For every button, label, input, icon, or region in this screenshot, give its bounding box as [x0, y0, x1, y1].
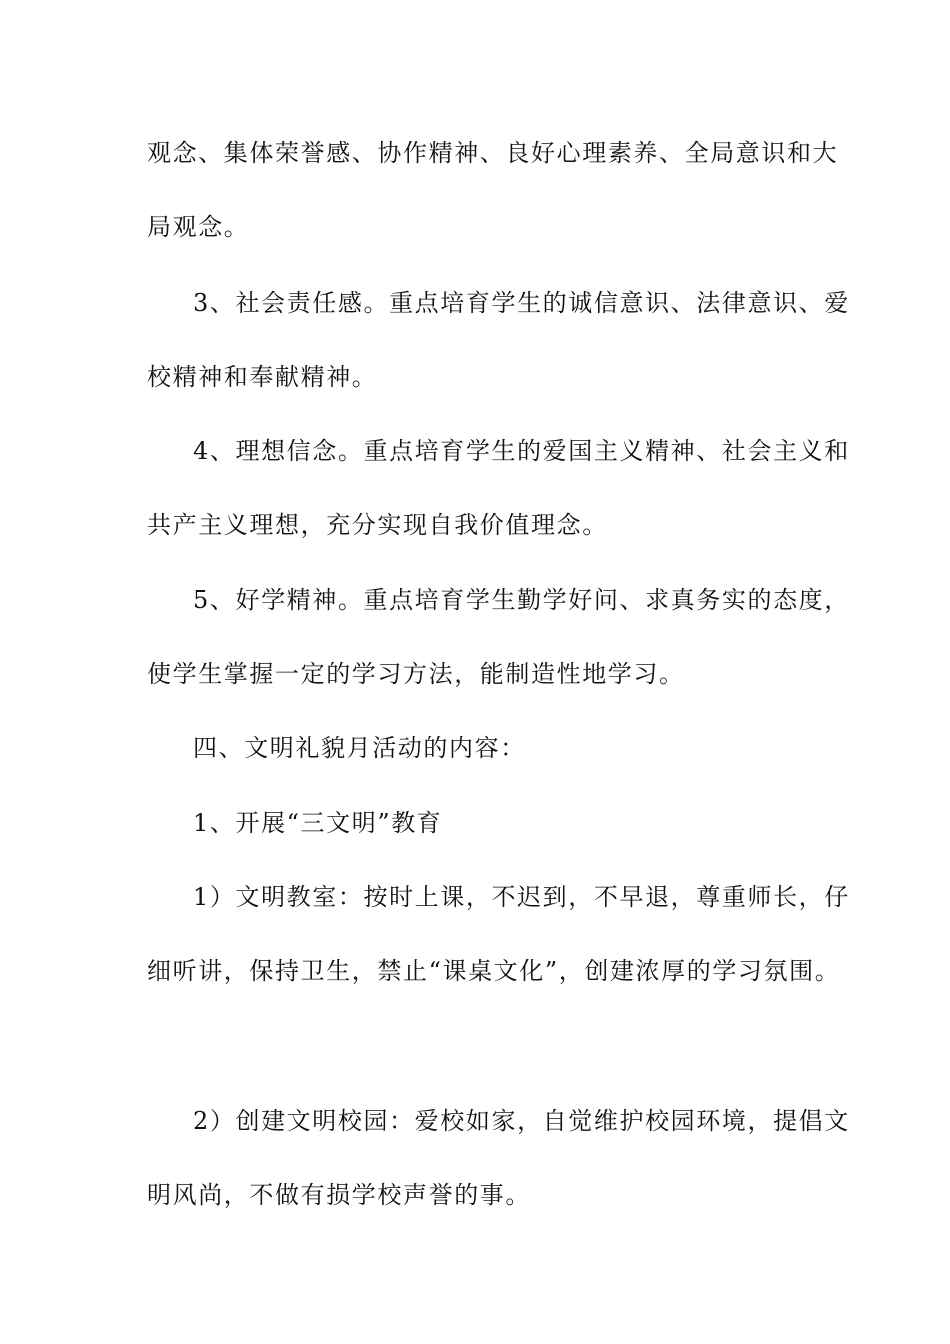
section-heading: 四、文明礼貌月活动的内容： [193, 734, 526, 762]
text-line: 局观念。 [147, 213, 250, 241]
text-line: 观念、集体荣誉感、协作精神、良好心理素养、全局意识和大 [147, 139, 839, 167]
text-line: 3、社会责任感。重点培育学生的诚信意识、法律意识、爱 [193, 289, 850, 317]
text-line: 共产主义理想，充分实现自我价值理念。 [147, 511, 608, 539]
text-line: 4、理想信念。重点培育学生的爱国主义精神、社会主义和 [193, 437, 850, 465]
subsection-heading: 1、开展“三文明”教育 [193, 809, 443, 837]
text-line: 2）创建文明校园：爱校如家，自觉维护校园环境，提倡文 [193, 1107, 850, 1135]
text-line: 5、好学精神。重点培育学生勤学好问、求真务实的态度， [193, 586, 850, 614]
text-line: 明风尚，不做有损学校声誉的事。 [147, 1181, 531, 1209]
text-line: 使学生掌握一定的学习方法，能制造性地学习。 [147, 660, 685, 688]
text-line: 1）文明教室：按时上课，不迟到，不早退，尊重师长，仔 [193, 883, 850, 911]
text-line: 校精神和奉献精神。 [147, 363, 378, 391]
text-line: 细听讲，保持卫生，禁止“课桌文化”，创建浓厚的学习氛围。 [147, 957, 841, 985]
